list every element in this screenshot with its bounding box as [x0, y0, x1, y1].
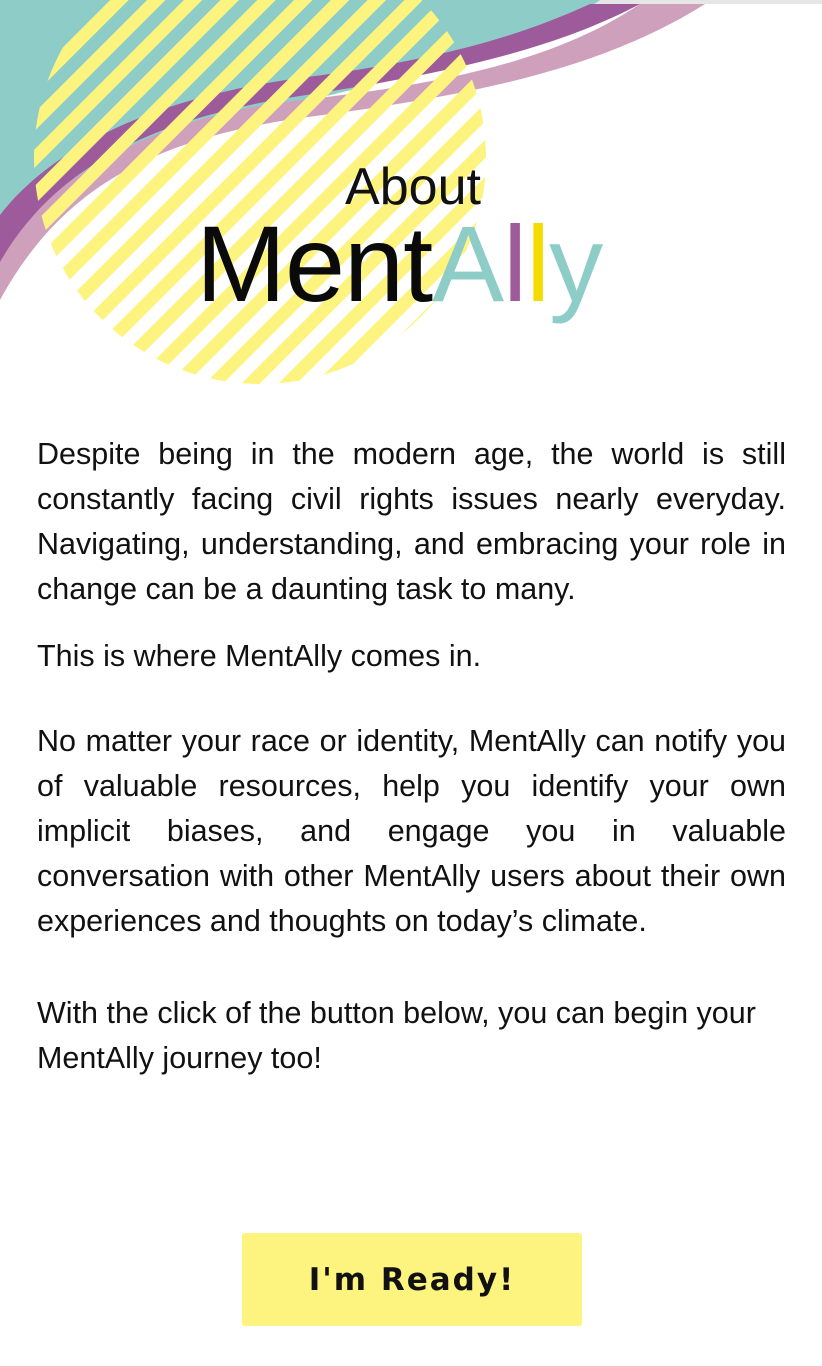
about-content — [37, 432, 786, 1081]
intro-paragraph: Despite being in the modern age, the world is still constantly facing civil rights issues nearly everyday. Navigating, understanding, and embracing your role in change can be a daunting task to many. — [37, 437, 786, 606]
tagline-paragraph: This is where MentAlly comes in. — [37, 639, 482, 673]
logo-letter-l-purple: l — [503, 203, 527, 324]
logo-letter-l-yellow: l — [526, 203, 550, 324]
cta-paragraph: With the click of the button below, you can begin your MentAlly journey too! — [37, 996, 756, 1075]
im-ready-button[interactable]: I'm Ready! — [242, 1233, 582, 1326]
features-paragraph: No matter your race or identity, MentAlly can notify you of valuable resources, help you identify your own implicit biases, and engage you in valuable conversation with other MentAlly users about their own experiences and thoughts on today’s climate. — [37, 724, 786, 938]
logo-ment-text: Ment — [196, 203, 433, 324]
logo-letter-a: A — [432, 203, 504, 324]
logo-letter-y: y — [549, 203, 603, 324]
about-heading: About — [345, 158, 481, 216]
mentally-logo — [196, 203, 603, 324]
